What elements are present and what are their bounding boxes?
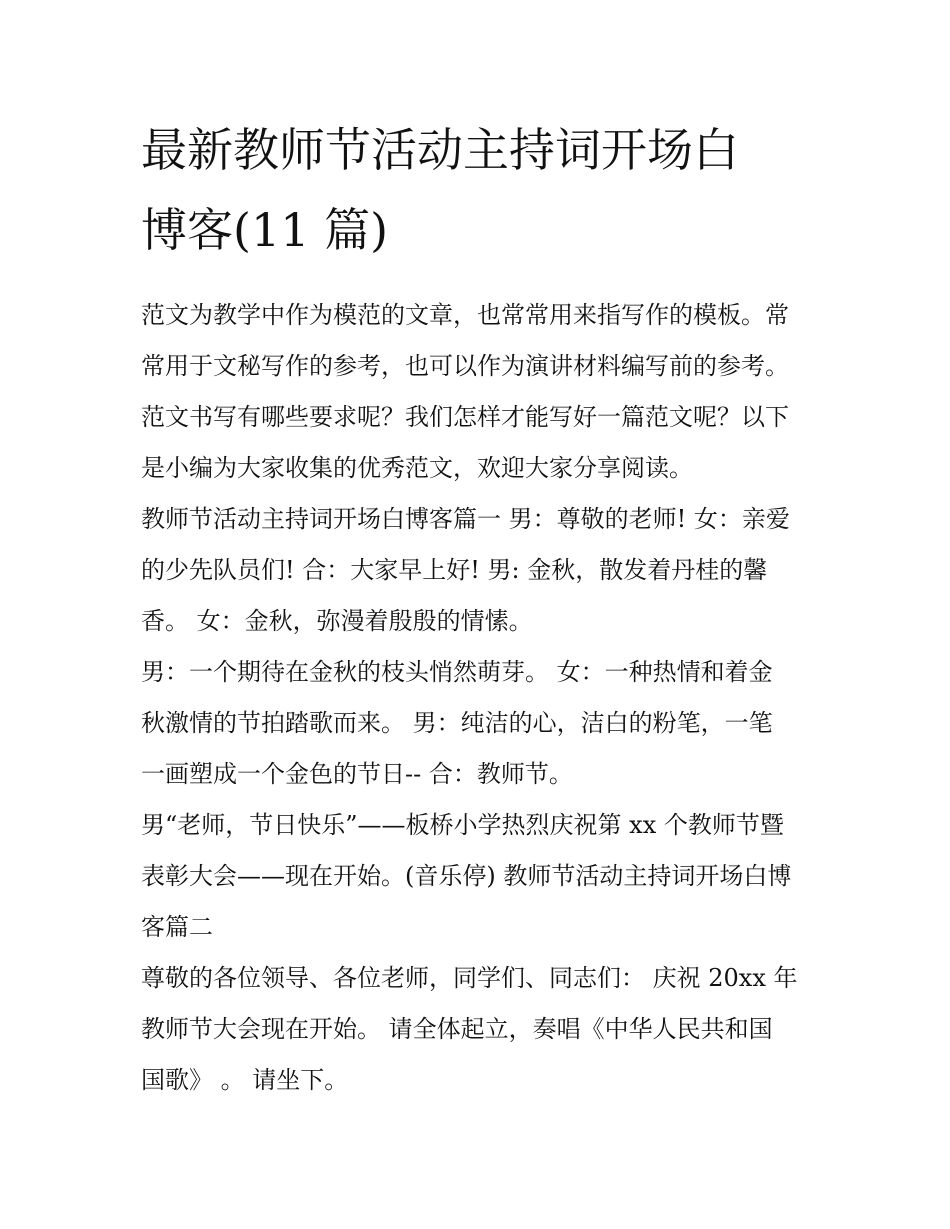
text-line: 客篇二 <box>141 913 213 941</box>
text-line: 的少先队员们! 合：大家早上好! 男: 金秋，散发着丹桂的馨 <box>141 556 768 584</box>
title-line: 博客(11 篇) <box>141 203 389 257</box>
text-line: 秋激情的节拍踏歌而来。 男：纯洁的心，洁白的粉笔，一笔 <box>141 709 773 737</box>
text-line: 教师节活动主持词开场白博客篇一 男：尊敬的老师! 女：亲爱 <box>141 505 790 533</box>
title-line: 最新教师节活动主持词开场白 <box>141 123 739 177</box>
paragraph-article-one-closing <box>141 800 816 953</box>
text-line: 常用于文秘写作的参考，也可以作为演讲材料编写前的参考。 <box>141 352 789 380</box>
document-page <box>141 110 816 1106</box>
text-line: 范文为教学中作为模范的文章，也常常用来指写作的模板。常 <box>141 301 789 329</box>
text-line: 表彰大会——现在开始。(音乐停) 教师节活动主持词开场白博 <box>141 862 792 890</box>
text-line: 尊敬的各位领导、各位老师，同学们、同志们： 庆祝 20xx 年 <box>141 964 798 992</box>
document-title <box>141 110 816 270</box>
text-line: 范文书写有哪些要求呢？我们怎样才能写好一篇范文呢？以下 <box>141 403 789 431</box>
paragraph-intro <box>141 290 816 494</box>
text-line: 香。 女：金秋，弥漫着殷殷的情愫。 <box>141 607 533 635</box>
paragraph-article-two <box>141 953 816 1106</box>
text-line: 是小编为大家收集的优秀范文，欢迎大家分享阅读。 <box>141 454 693 482</box>
paragraph-article-one-dialogue <box>141 647 816 800</box>
text-line: 一画塑成一个金色的节日-- 合：教师节。 <box>141 760 573 788</box>
text-line: 男“老师，节日快乐”——板桥小学热烈庆祝第 xx 个教师节暨 <box>141 811 784 839</box>
text-line: 教师节大会现在开始。 请全体起立，奏唱《中华人民共和国 <box>141 1015 773 1043</box>
text-line: 男：一个期待在金秋的枝头悄然萌芽。 女：一种热情和着金 <box>141 658 773 686</box>
paragraph-article-one-opening <box>141 494 816 647</box>
text-line: 国歌》 。 请坐下。 <box>141 1066 349 1094</box>
